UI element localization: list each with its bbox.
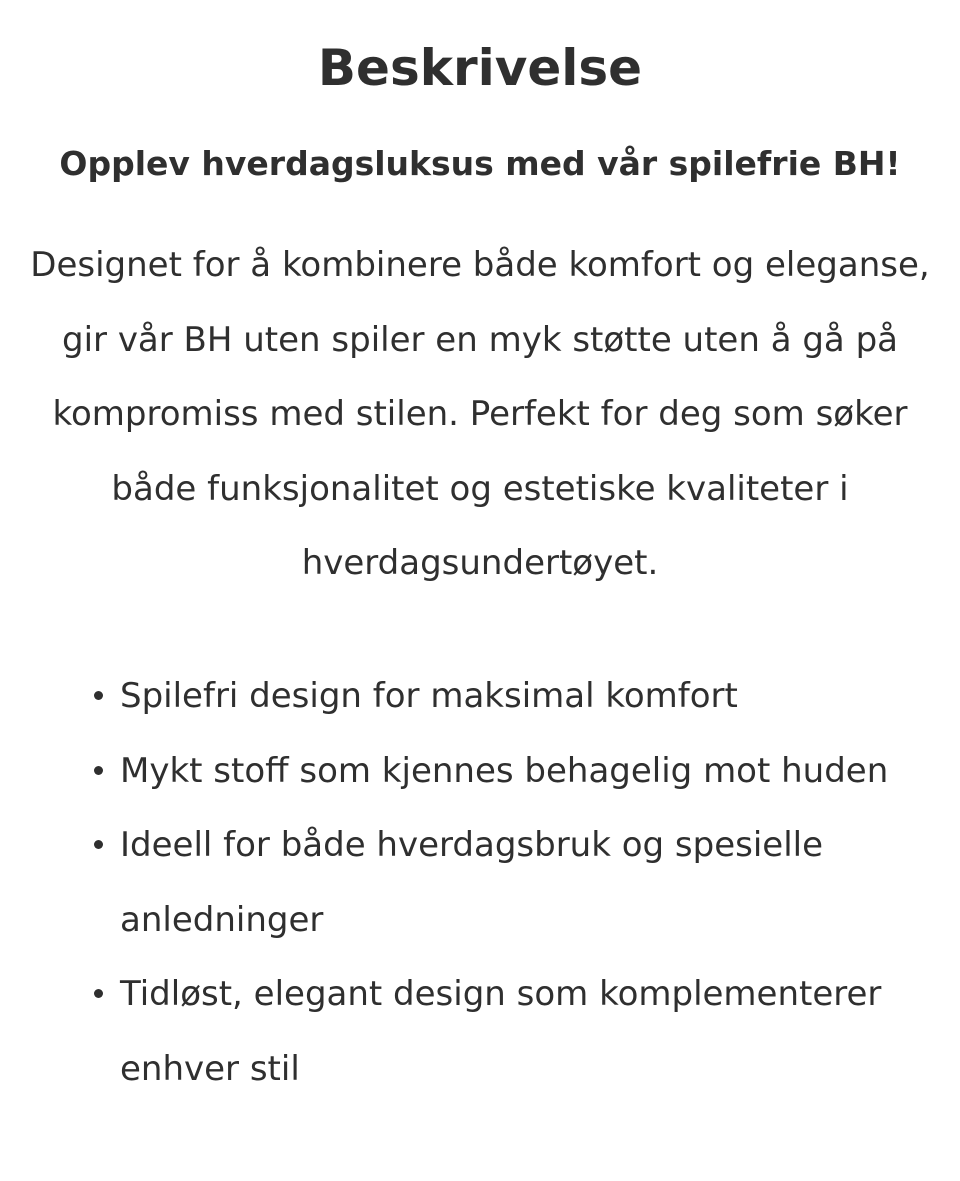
list-item-text: Spilefri design for maksimal komfort (120, 676, 738, 716)
list-item-text: Tidløst, elegant design som komplementerer enhver stil (120, 974, 882, 1089)
feature-list (120, 659, 940, 1106)
section-title: Beskrivelse (317, 39, 643, 97)
list-item-text: Mykt stoff som kjennes behagelig mot huden (120, 750, 889, 791)
list-item (120, 957, 940, 1106)
bullet-icon (94, 766, 103, 775)
list-item-text: Ideell for både hverdagsbruk og spesielle anledninger (120, 825, 824, 940)
section-subtitle: Opplev hverdagsluksus med vår spilefrie BH! (59, 144, 901, 183)
bullet-icon (94, 989, 103, 998)
list-item (120, 734, 940, 809)
bullet-icon (94, 840, 103, 849)
list-item (120, 659, 940, 734)
list-item (120, 808, 940, 957)
bullet-icon (94, 691, 103, 700)
description-text: Designet for å kombinere både komfort og eleganse, gir vår BH uten spiler en myk støtte uten å gå på kompromiss med stilen. Perfekt for deg som søker både funksjonalitet og estetiske kvaliteter i hverdagsundertøyet. (30, 245, 930, 583)
